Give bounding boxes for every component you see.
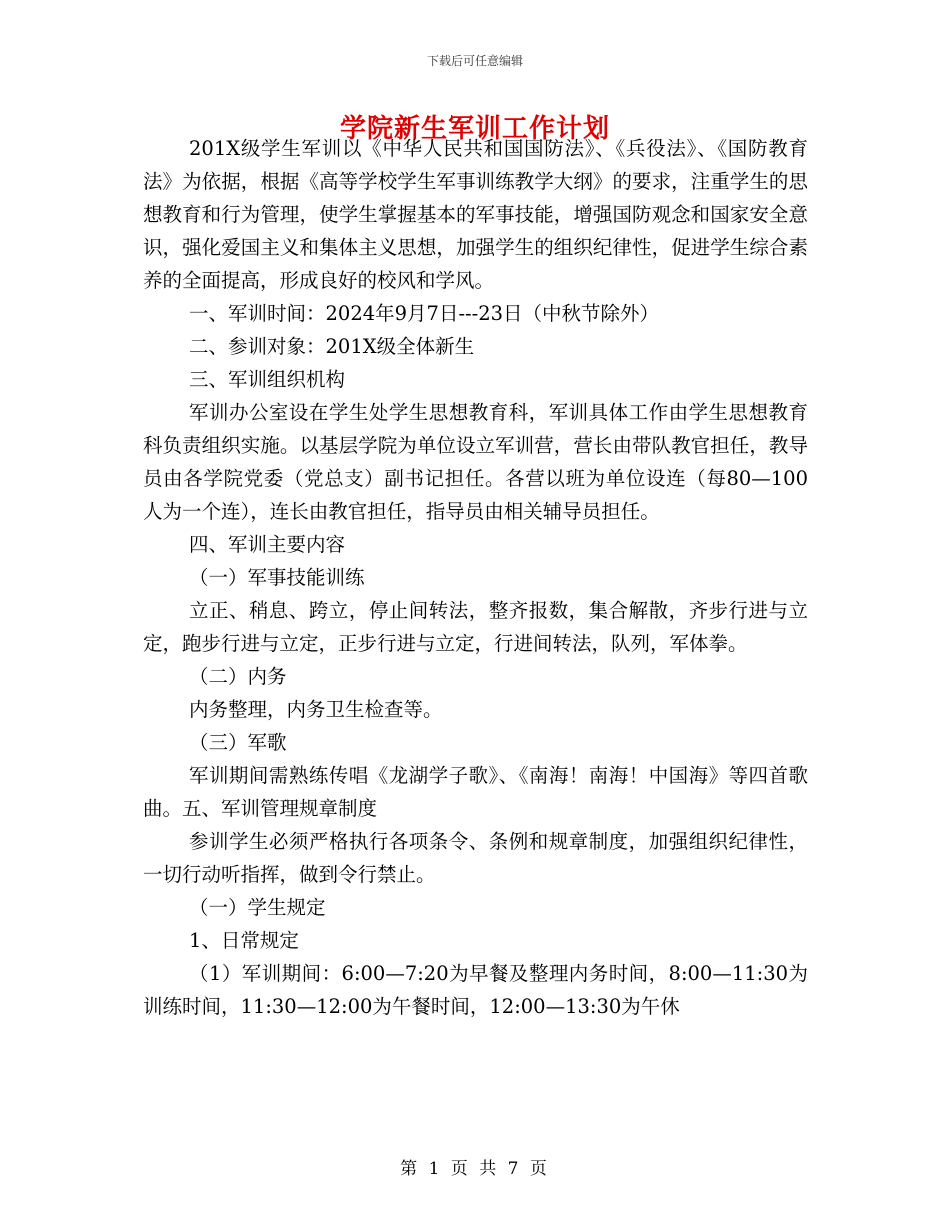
subheading-housekeeping: （二）内务 (189, 665, 287, 688)
header-note: 下载后可任意编辑 (426, 54, 523, 68)
subheading-skills: （一）军事技能训练 (189, 566, 365, 589)
subheading-student-rules: （一）学生规定 (189, 896, 326, 919)
paragraph-time: 一、军训时间：2024年9月7日---23日（中秋节除外） (189, 302, 660, 325)
paragraph-intro: 201X级学生军训以《中华人民共和国国防法》、《兵役法》、《国防教育法》为依据，根据《高等学校学生军事训练教学大纲》的要求，注重学生的思想教育和行为管理，使学生掌握基本的军事技能，增强国防观念和国家安全意识，强化爱国主义和集体主义思想，加强学生的组织纪律性，促进学生综合素养的全面提高，形成良好的校风和学风。 (143, 137, 808, 292)
paragraph-skills: 立正、稍息、跨立，停止间转法，整齐报数，集合解散，齐步行进与立定，跑步行进与立定，正步行进与立定，行进间转法，队列，军体拳。 (143, 599, 808, 655)
heading-content: 四、军训主要内容 (189, 533, 346, 556)
paragraph-organization: 军训办公室设在学生处学生思想教育科，军训具体工作由学生思想教育科负责组织实施。以基层学院为单位设立军训营，营长由带队教官担任，教导员由各学院党委（党总支）副书记担任。各营以班为单位设连（每80—100人为一个连），连长由教官担任，指导员由相关辅导员担任。 (143, 401, 808, 523)
document-body (143, 132, 808, 1023)
page-footer: 第 1 页 共 7 页 (400, 1159, 550, 1179)
paragraph-rules: 参训学生必须严格执行各项条令、条例和规章制度，加强组织纪律性，一切行动听指挥，做到令行禁止。 (143, 830, 808, 886)
heading-organization: 三、军训组织机构 (189, 368, 346, 391)
document-title: 学院新生军训工作计划 (339, 114, 610, 144)
subheading-songs: （三）军歌 (189, 731, 287, 754)
paragraph-target: 二、参训对象：201X级全体新生 (189, 335, 475, 358)
paragraph-schedule: （1）军训期间：6:00—7:20为早餐及整理内务时间，8:00—11:30为训练时间，11:30—12:00为午餐时间，12:00—13:30为午休 (143, 962, 808, 1018)
paragraph-housekeeping: 内务整理，内务卫生检查等。 (189, 698, 443, 721)
paragraph-songs: 军训期间需熟练传唱《龙湖学子歌》、《南海！南海！中国海》等四首歌曲。五、军训管理规章制度 (143, 764, 808, 820)
subheading-daily-rules: 1、日常规定 (189, 929, 299, 952)
